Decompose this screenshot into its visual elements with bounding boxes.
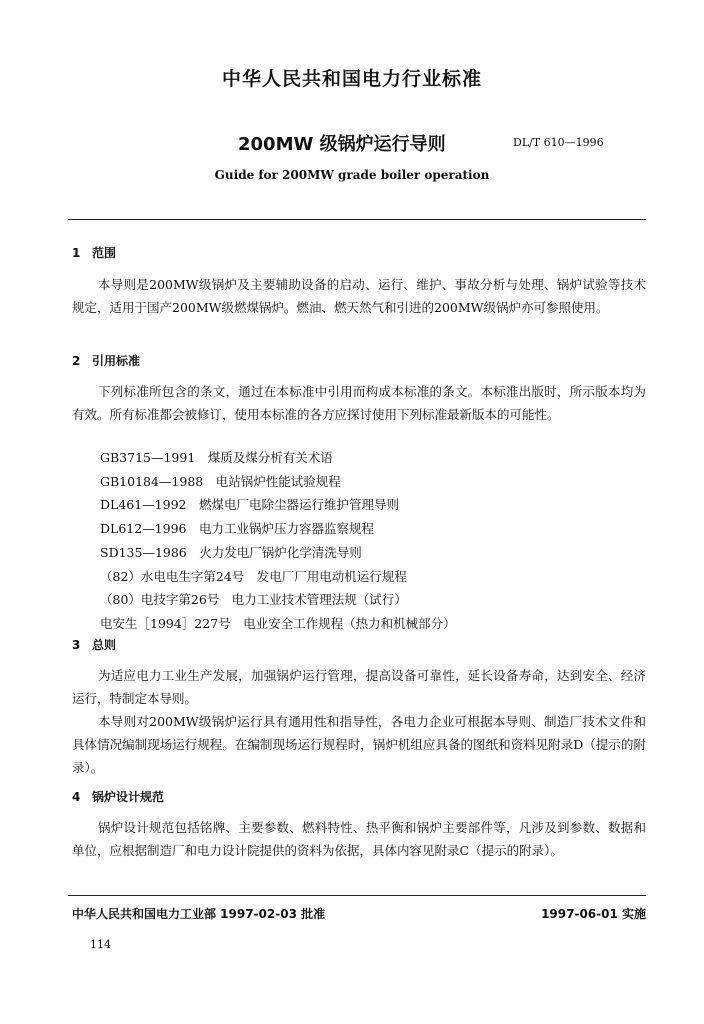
section-number: 1	[72, 246, 81, 260]
page-number: 114	[90, 938, 111, 951]
section-number: 3	[72, 638, 81, 652]
section-number: 2	[72, 354, 81, 368]
section-4-paragraph: 锅炉设计规范包括铭牌、主要参数、燃料特性、热平衡和锅炉主要部件等，凡涉及到参数、数据和单位，应根据制造厂和电力设计院提供的资料为依据，具体内容见附录C（提示的附录）。	[72, 820, 646, 858]
reference-item: （80）电技字第26号 电力工业技术管理法规（试行）	[100, 592, 407, 608]
standard-header: 中华人民共和国电力行业标准	[221, 68, 482, 90]
effective-date: 1997-06-01 实施	[541, 907, 646, 921]
reference-item: GB3715—1991 煤质及煤分析有关术语	[100, 450, 333, 465]
reference-item: DL612—1996 电力工业锅炉压力容器监察规程	[100, 521, 374, 537]
reference-item: DL461—1992 燃煤电厂电除尘器运行维护管理导则	[100, 497, 399, 513]
section-title: 范围	[92, 246, 117, 260]
section-3-paragraph-1: 为适应电力工业生产发展，加强锅炉运行管理，提高设备可靠性，延长设备寿命，达到安全、经济运行，特制定本导则。	[72, 668, 646, 706]
section-title: 引用标准	[92, 354, 141, 368]
header-divider	[68, 219, 646, 220]
section-heading-2	[72, 352, 140, 369]
section-1-paragraph: 本导则是200MW级锅炉及主要辅助设备的启动、运行、维护、事故分析与处理、锅炉试验等技术规定，适用于国产200MW级燃煤锅炉。燃油、燃天然气和引进的200MW级锅炉亦可参照使用。	[72, 277, 646, 315]
reference-item: （82）水电电生字第24号 发电厂厂用电动机运行规程	[100, 568, 407, 584]
section-title: 总则	[92, 638, 117, 652]
section-heading-3	[72, 636, 116, 653]
section-2-paragraph: 下列标准所包含的条文，通过在本标准中引用而构成本标准的条文。本标准出版时，所示版本均为有效。所有标准都会被修订，使用本标准的各方应探讨使用下列标准最新版本的可能性。	[72, 384, 646, 422]
standard-code: DL/T 610—1996	[513, 136, 604, 149]
reference-item: 电安生［1994］227号 电业安全工作规程（热力和机械部分）	[100, 615, 456, 631]
section-heading-4	[72, 788, 164, 805]
reference-item: GB10184—1988 电站锅炉性能试验规程	[100, 473, 341, 489]
document-title: 200MW 级锅炉运行导则	[238, 134, 446, 155]
reference-list	[100, 446, 456, 636]
section-number: 4	[72, 790, 81, 804]
english-subtitle: Guide for 200MW grade boiler operation	[214, 168, 490, 182]
section-3-paragraph-2: 本导则对200MW级锅炉运行具有通用性和指导性，各电力企业可根据本导则、制造厂技术文件和具体情况编制现场运行规程。在编制现场运行规程时，锅炉机组应具备的图纸和资料见附录D（提示的附录）。	[72, 714, 646, 775]
section-heading-1	[72, 244, 116, 261]
footer-divider	[68, 895, 646, 896]
section-title: 锅炉设计规范	[92, 790, 165, 804]
reference-item: SD135—1986 火力发电厂锅炉化学清洗导则	[100, 544, 362, 560]
issued-date: 中华人民共和国电力工业部 1997-02-03 批准	[72, 907, 326, 921]
